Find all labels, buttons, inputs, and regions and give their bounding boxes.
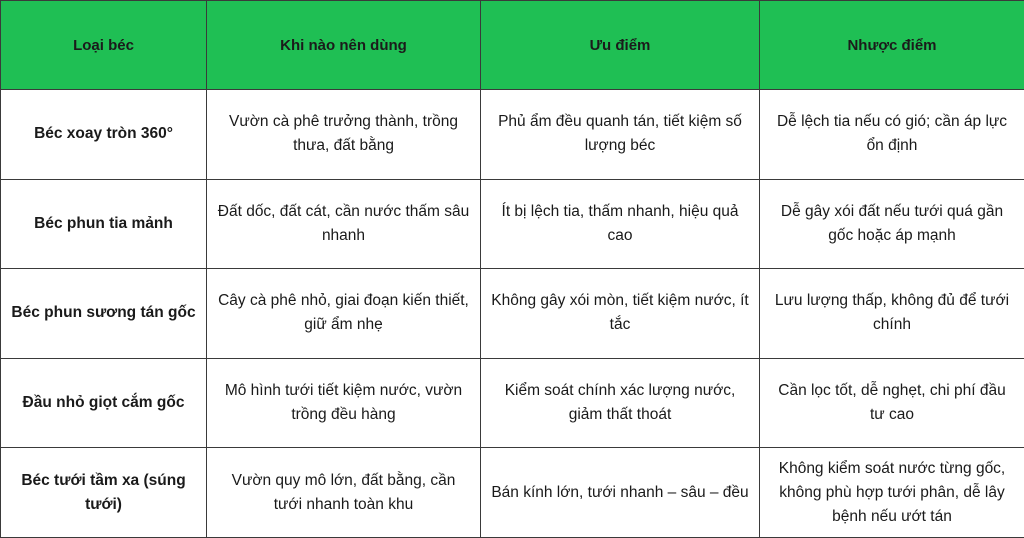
header-type: Loại béc — [1, 1, 207, 90]
cell-type: Béc tưới tầm xa (súng tưới) — [1, 448, 207, 538]
cell-type: Béc phun tia mảnh — [1, 179, 207, 269]
cell-pros: Phủ ẩm đều quanh tán, tiết kiệm số lượng béc — [481, 90, 760, 180]
cell-when: Vườn cà phê trưởng thành, trồng thưa, đất bằng — [207, 90, 481, 180]
table-row — [1, 448, 1024, 538]
cell-cons: Cần lọc tốt, dễ nghẹt, chi phí đầu tư cao — [760, 358, 1024, 448]
cell-pros: Ít bị lệch tia, thấm nhanh, hiệu quả cao — [481, 179, 760, 269]
cell-type: Đầu nhỏ giọt cắm gốc — [1, 358, 207, 448]
cell-pros: Không gây xói mòn, tiết kiệm nước, ít tắc — [481, 269, 760, 359]
table-row — [1, 269, 1024, 359]
cell-cons: Lưu lượng thấp, không đủ để tưới chính — [760, 269, 1024, 359]
cell-cons: Dễ gây xói đất nếu tưới quá gần gốc hoặc áp mạnh — [760, 179, 1024, 269]
table-row — [1, 90, 1024, 180]
header-when-to-use: Khi nào nên dùng — [207, 1, 481, 90]
cell-pros: Kiểm soát chính xác lượng nước, giảm thất thoát — [481, 358, 760, 448]
cell-when: Đất dốc, đất cát, cần nước thấm sâu nhanh — [207, 179, 481, 269]
header-row — [1, 1, 1024, 90]
table-row — [1, 358, 1024, 448]
cell-cons: Không kiểm soát nước từng gốc, không phù hợp tưới phân, dễ lây bệnh nếu ướt tán — [760, 448, 1024, 538]
cell-when: Mô hình tưới tiết kiệm nước, vườn trồng đều hàng — [207, 358, 481, 448]
cell-type: Béc xoay tròn 360° — [1, 90, 207, 180]
cell-pros: Bán kính lớn, tưới nhanh – sâu – đều — [481, 448, 760, 538]
header-cons: Nhược điểm — [760, 1, 1024, 90]
cell-when: Vườn quy mô lớn, đất bằng, cần tưới nhanh toàn khu — [207, 448, 481, 538]
cell-when: Cây cà phê nhỏ, giai đoạn kiến thiết, giữ ẩm nhẹ — [207, 269, 481, 359]
table-row — [1, 179, 1024, 269]
cell-type: Béc phun sương tán gốc — [1, 269, 207, 359]
cell-cons: Dễ lệch tia nếu có gió; cần áp lực ổn định — [760, 90, 1024, 180]
header-pros: Ưu điểm — [481, 1, 760, 90]
